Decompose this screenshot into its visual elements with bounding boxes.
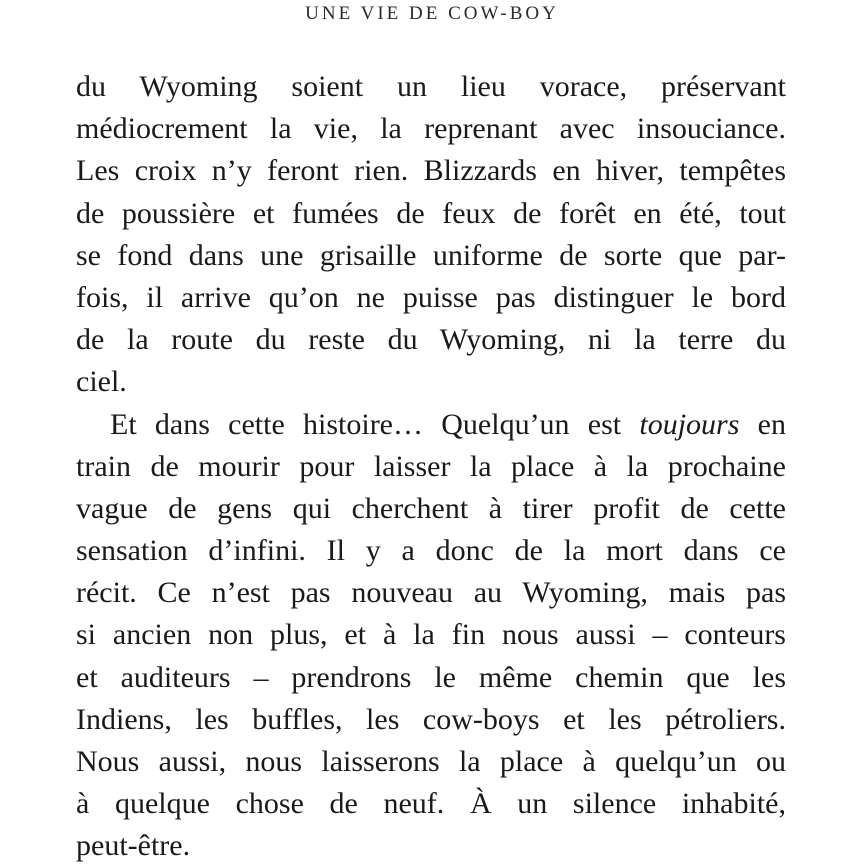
- text-line-first: [76, 404, 786, 446]
- paragraph-2: [76, 404, 786, 868]
- paragraph-1: [76, 66, 786, 404]
- text-run: Et dans cette histoire… Quelqu’un est: [110, 407, 640, 441]
- text-line: à quelque chose de neuf. À un silence inhabité,: [76, 787, 786, 821]
- text-line: de la route du reste du Wyoming, ni la terre du: [76, 323, 786, 357]
- text-line: du Wyoming soient un lieu vorace, préservant: [76, 70, 786, 103]
- text-line: sensation d’infini. Il y a donc de la mort dans ce: [76, 534, 786, 568]
- text-line: train de mourir pour laisser la place à la prochaine: [76, 449, 786, 483]
- text-line: fois, il arrive qu’on ne puisse pas distinguer le bord: [76, 280, 786, 314]
- text-line: Les croix n’y feront rien. Blizzards en hiver, tempêtes: [76, 154, 786, 188]
- text-line: ciel.: [76, 365, 127, 399]
- emphasis: toujours: [639, 407, 740, 441]
- text-line: vague de gens qui cherchent à tirer profit de cette: [76, 491, 786, 525]
- text-run: en: [739, 407, 786, 441]
- text-line: de poussière et fumées de feux de forêt en été, tout: [76, 196, 786, 230]
- text-line: Indiens, les buffles, les cow-boys et les pétroliers.: [76, 702, 786, 736]
- text-line: se fond dans une grisaille uniforme de sorte que par-: [76, 238, 786, 272]
- text-line: peut-être.: [76, 829, 191, 863]
- text-line: récit. Ce n’est pas nouveau au Wyoming, mais pas: [76, 576, 786, 610]
- body-text: [76, 66, 786, 868]
- running-head: UNE VIE DE COW-BOY: [305, 3, 559, 24]
- text-line: si ancien non plus, et à la fin nous aussi – conteurs: [76, 618, 786, 652]
- text-line: médiocrement la vie, la reprenant avec insouciance.: [76, 112, 786, 146]
- text-line: Nous aussi, nous laisserons la place à quelqu’un ou: [76, 745, 786, 778]
- text-line: et auditeurs – prendrons le même chemin que les: [76, 660, 786, 694]
